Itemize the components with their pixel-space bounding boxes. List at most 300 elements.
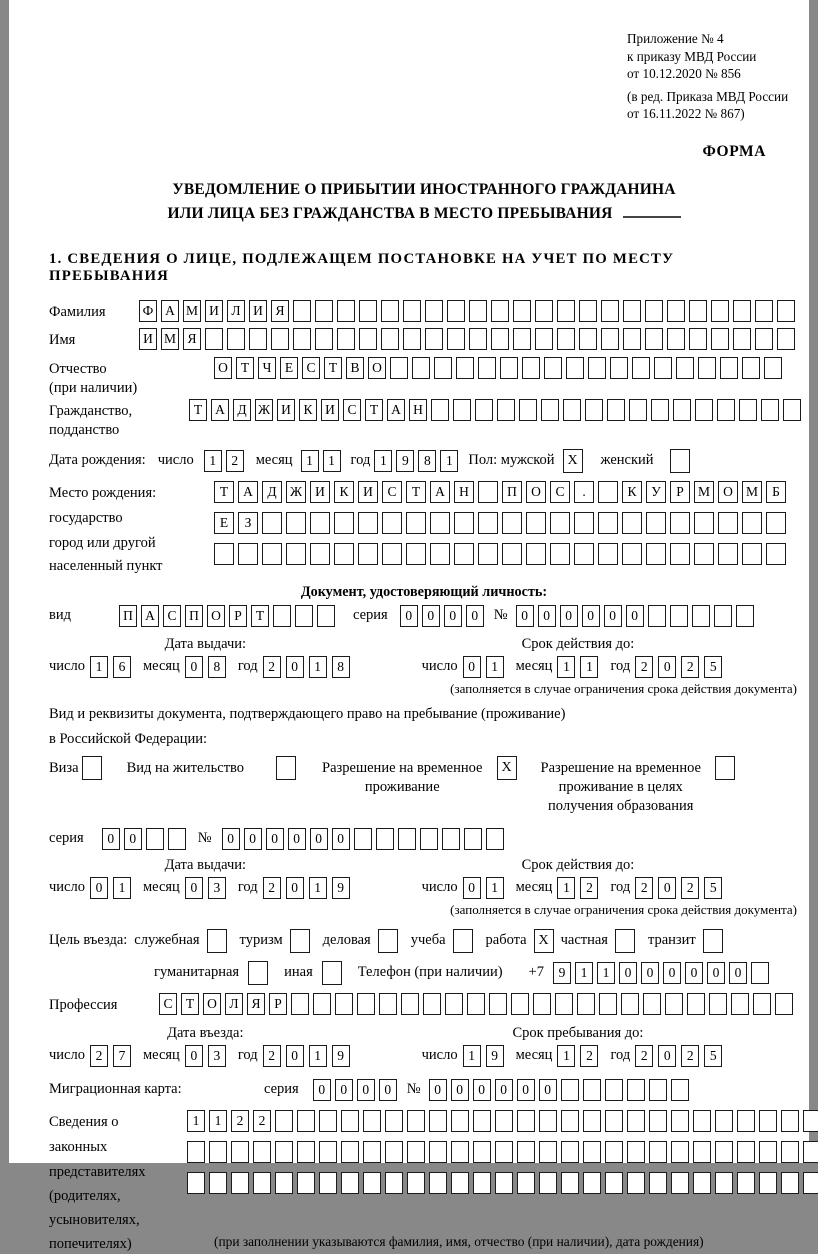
char-box[interactable] <box>550 543 570 565</box>
char-box[interactable] <box>759 1110 777 1132</box>
char-box[interactable] <box>557 328 575 350</box>
char-box[interactable] <box>731 993 749 1015</box>
char-box[interactable]: 2 <box>681 877 699 899</box>
char-box[interactable]: 0 <box>422 605 440 627</box>
char-box[interactable]: И <box>277 399 295 421</box>
char-box[interactable] <box>759 1172 777 1194</box>
char-box[interactable] <box>407 1141 425 1163</box>
char-box[interactable] <box>271 328 289 350</box>
char-box[interactable] <box>337 300 355 322</box>
char-box[interactable] <box>566 357 584 379</box>
char-box[interactable]: 9 <box>486 1045 504 1067</box>
char-box[interactable]: С <box>343 399 361 421</box>
char-box[interactable] <box>736 605 754 627</box>
char-box[interactable]: Т <box>251 605 269 627</box>
char-box[interactable]: 5 <box>704 877 722 899</box>
char-box[interactable]: О <box>368 357 386 379</box>
char-box[interactable]: 1 <box>374 450 392 472</box>
char-box[interactable]: О <box>203 993 221 1015</box>
purpose-humanitarian-checkbox[interactable] <box>248 961 268 985</box>
char-box[interactable] <box>313 993 331 1015</box>
char-box[interactable]: П <box>185 605 203 627</box>
char-box[interactable] <box>803 1141 818 1163</box>
char-box[interactable] <box>429 1110 447 1132</box>
char-box[interactable]: 2 <box>580 877 598 899</box>
char-box[interactable]: 8 <box>332 656 350 678</box>
char-box[interactable]: 0 <box>90 877 108 899</box>
char-box[interactable] <box>473 1172 491 1194</box>
char-box[interactable]: Д <box>262 481 282 503</box>
char-box[interactable]: О <box>214 357 232 379</box>
char-box[interactable] <box>513 328 531 350</box>
char-box[interactable]: 3 <box>208 1045 226 1067</box>
char-box[interactable]: 0 <box>286 656 304 678</box>
char-box[interactable] <box>694 543 714 565</box>
char-box[interactable]: М <box>183 300 201 322</box>
char-box[interactable] <box>601 300 619 322</box>
char-box[interactable]: 2 <box>90 1045 108 1067</box>
char-box[interactable] <box>445 993 463 1015</box>
char-box[interactable]: 9 <box>553 962 571 984</box>
char-box[interactable] <box>262 543 282 565</box>
char-box[interactable] <box>698 357 716 379</box>
char-box[interactable] <box>711 300 729 322</box>
char-box[interactable] <box>478 512 498 534</box>
char-box[interactable]: Т <box>324 357 342 379</box>
char-box[interactable] <box>759 1141 777 1163</box>
char-box[interactable] <box>398 828 416 850</box>
char-box[interactable] <box>359 328 377 350</box>
char-box[interactable] <box>273 605 291 627</box>
char-box[interactable] <box>673 399 691 421</box>
char-box[interactable] <box>253 1172 271 1194</box>
char-box[interactable] <box>535 300 553 322</box>
char-box[interactable]: 0 <box>313 1079 331 1101</box>
char-box[interactable] <box>737 1172 755 1194</box>
char-box[interactable] <box>517 1110 535 1132</box>
char-box[interactable] <box>286 543 306 565</box>
char-box[interactable]: 0 <box>658 656 676 678</box>
char-box[interactable] <box>781 1110 799 1132</box>
char-box[interactable] <box>363 1110 381 1132</box>
char-box[interactable] <box>718 512 738 534</box>
char-box[interactable] <box>561 1141 579 1163</box>
sex-female-checkbox[interactable] <box>670 449 690 473</box>
char-box[interactable] <box>574 512 594 534</box>
char-box[interactable]: Я <box>183 328 201 350</box>
char-box[interactable] <box>715 1141 733 1163</box>
char-box[interactable]: Н <box>409 399 427 421</box>
char-box[interactable] <box>451 1110 469 1132</box>
char-box[interactable] <box>733 328 751 350</box>
char-box[interactable]: П <box>502 481 522 503</box>
char-box[interactable] <box>517 1141 535 1163</box>
char-box[interactable] <box>262 512 282 534</box>
char-box[interactable]: В <box>346 357 364 379</box>
char-box[interactable] <box>623 328 641 350</box>
char-box[interactable] <box>717 399 735 421</box>
char-box[interactable] <box>742 543 762 565</box>
char-box[interactable] <box>649 1141 667 1163</box>
char-box[interactable]: 2 <box>226 450 244 472</box>
char-box[interactable]: 0 <box>517 1079 535 1101</box>
char-box[interactable] <box>454 543 474 565</box>
char-box[interactable]: 0 <box>707 962 725 984</box>
char-box[interactable]: С <box>550 481 570 503</box>
char-box[interactable] <box>363 1141 381 1163</box>
char-box[interactable] <box>249 328 267 350</box>
char-box[interactable] <box>495 1110 513 1132</box>
char-box[interactable]: 1 <box>187 1110 205 1132</box>
char-box[interactable]: А <box>387 399 405 421</box>
char-box[interactable] <box>766 512 786 534</box>
char-box[interactable] <box>454 512 474 534</box>
char-box[interactable] <box>451 1172 469 1194</box>
char-box[interactable]: 9 <box>332 1045 350 1067</box>
char-box[interactable] <box>579 328 597 350</box>
char-box[interactable] <box>464 828 482 850</box>
char-box[interactable] <box>718 543 738 565</box>
char-box[interactable] <box>720 357 738 379</box>
char-box[interactable] <box>231 1172 249 1194</box>
char-box[interactable]: 0 <box>379 1079 397 1101</box>
purpose-work-checkbox[interactable]: X <box>534 929 554 953</box>
char-box[interactable]: О <box>718 481 738 503</box>
char-box[interactable] <box>605 1141 623 1163</box>
char-box[interactable] <box>469 300 487 322</box>
char-box[interactable] <box>517 1172 535 1194</box>
char-box[interactable]: 0 <box>222 828 240 850</box>
char-box[interactable]: 0 <box>658 877 676 899</box>
char-box[interactable] <box>670 512 690 534</box>
char-box[interactable]: 1 <box>557 877 575 899</box>
char-box[interactable]: 1 <box>309 656 327 678</box>
char-box[interactable] <box>693 1141 711 1163</box>
visa-checkbox[interactable] <box>82 756 102 780</box>
char-box[interactable] <box>390 357 408 379</box>
char-box[interactable] <box>605 1172 623 1194</box>
char-box[interactable] <box>689 328 707 350</box>
char-box[interactable] <box>579 300 597 322</box>
char-box[interactable]: Я <box>271 300 289 322</box>
char-box[interactable]: 2 <box>253 1110 271 1132</box>
char-box[interactable] <box>751 962 769 984</box>
char-box[interactable] <box>379 993 397 1015</box>
char-box[interactable] <box>431 399 449 421</box>
purpose-official-checkbox[interactable] <box>207 929 227 953</box>
char-box[interactable]: 0 <box>539 1079 557 1101</box>
char-box[interactable]: 1 <box>557 656 575 678</box>
char-box[interactable] <box>627 1141 645 1163</box>
char-box[interactable] <box>561 1172 579 1194</box>
char-box[interactable]: 8 <box>418 450 436 472</box>
char-box[interactable] <box>803 1110 818 1132</box>
char-box[interactable] <box>495 1172 513 1194</box>
char-box[interactable]: Д <box>233 399 251 421</box>
char-box[interactable]: 0 <box>473 1079 491 1101</box>
char-box[interactable] <box>423 993 441 1015</box>
char-box[interactable]: 1 <box>323 450 341 472</box>
char-box[interactable] <box>358 512 378 534</box>
char-box[interactable] <box>539 1141 557 1163</box>
char-box[interactable] <box>447 300 465 322</box>
char-box[interactable]: Е <box>214 512 234 534</box>
char-box[interactable] <box>550 512 570 534</box>
char-box[interactable] <box>574 543 594 565</box>
char-box[interactable] <box>737 1141 755 1163</box>
char-box[interactable]: 0 <box>288 828 306 850</box>
char-box[interactable] <box>376 828 394 850</box>
char-box[interactable]: 0 <box>495 1079 513 1101</box>
char-box[interactable] <box>456 357 474 379</box>
purpose-business-checkbox[interactable] <box>378 929 398 953</box>
char-box[interactable]: 1 <box>575 962 593 984</box>
char-box[interactable]: 1 <box>557 1045 575 1067</box>
char-box[interactable] <box>407 1172 425 1194</box>
char-box[interactable] <box>755 300 773 322</box>
char-box[interactable] <box>654 357 672 379</box>
char-box[interactable] <box>491 300 509 322</box>
char-box[interactable]: 1 <box>309 1045 327 1067</box>
char-box[interactable] <box>295 605 313 627</box>
char-box[interactable]: Т <box>365 399 383 421</box>
char-box[interactable] <box>695 399 713 421</box>
char-box[interactable] <box>187 1141 205 1163</box>
char-box[interactable]: 0 <box>604 605 622 627</box>
char-box[interactable] <box>610 357 628 379</box>
char-box[interactable] <box>583 1141 601 1163</box>
char-box[interactable]: 0 <box>451 1079 469 1101</box>
char-box[interactable]: 0 <box>641 962 659 984</box>
char-box[interactable] <box>715 1110 733 1132</box>
char-box[interactable] <box>627 1079 645 1101</box>
char-box[interactable] <box>671 1141 689 1163</box>
char-box[interactable]: 1 <box>90 656 108 678</box>
char-box[interactable]: 0 <box>685 962 703 984</box>
char-box[interactable] <box>622 512 642 534</box>
char-box[interactable]: 0 <box>102 828 120 850</box>
char-box[interactable] <box>385 1141 403 1163</box>
sex-male-checkbox[interactable]: X <box>563 449 583 473</box>
char-box[interactable]: 0 <box>332 828 350 850</box>
char-box[interactable]: С <box>163 605 181 627</box>
char-box[interactable]: А <box>211 399 229 421</box>
char-box[interactable]: К <box>622 481 642 503</box>
char-box[interactable]: 8 <box>208 656 226 678</box>
char-box[interactable] <box>693 1172 711 1194</box>
char-box[interactable] <box>401 993 419 1015</box>
char-box[interactable]: 9 <box>332 877 350 899</box>
char-box[interactable]: 0 <box>516 605 534 627</box>
char-box[interactable] <box>253 1141 271 1163</box>
char-box[interactable] <box>359 300 377 322</box>
char-box[interactable]: 2 <box>231 1110 249 1132</box>
char-box[interactable]: Т <box>406 481 426 503</box>
char-box[interactable] <box>341 1110 359 1132</box>
char-box[interactable] <box>489 993 507 1015</box>
char-box[interactable] <box>561 1110 579 1132</box>
char-box[interactable]: Т <box>236 357 254 379</box>
char-box[interactable] <box>363 1172 381 1194</box>
char-box[interactable] <box>646 543 666 565</box>
char-box[interactable] <box>381 328 399 350</box>
char-box[interactable] <box>385 1110 403 1132</box>
char-box[interactable]: Н <box>454 481 474 503</box>
char-box[interactable]: К <box>334 481 354 503</box>
char-box[interactable] <box>146 828 164 850</box>
char-box[interactable]: И <box>310 481 330 503</box>
char-box[interactable] <box>317 605 335 627</box>
char-box[interactable]: М <box>742 481 762 503</box>
char-box[interactable]: К <box>299 399 317 421</box>
char-box[interactable] <box>583 1110 601 1132</box>
char-box[interactable] <box>621 993 639 1015</box>
char-box[interactable]: П <box>119 605 137 627</box>
char-box[interactable] <box>297 1141 315 1163</box>
char-box[interactable] <box>715 1172 733 1194</box>
char-box[interactable] <box>649 1172 667 1194</box>
char-box[interactable] <box>671 1172 689 1194</box>
char-box[interactable] <box>623 300 641 322</box>
char-box[interactable] <box>693 1110 711 1132</box>
char-box[interactable] <box>385 1172 403 1194</box>
char-box[interactable] <box>275 1141 293 1163</box>
char-box[interactable] <box>649 1079 667 1101</box>
char-box[interactable]: 0 <box>463 656 481 678</box>
char-box[interactable] <box>502 543 522 565</box>
char-box[interactable]: З <box>238 512 258 534</box>
char-box[interactable] <box>742 512 762 534</box>
char-box[interactable] <box>526 543 546 565</box>
char-box[interactable] <box>643 993 661 1015</box>
char-box[interactable]: 1 <box>440 450 458 472</box>
char-box[interactable] <box>605 1079 623 1101</box>
char-box[interactable] <box>777 328 795 350</box>
char-box[interactable] <box>665 993 683 1015</box>
purpose-private-checkbox[interactable] <box>615 929 635 953</box>
char-box[interactable] <box>334 512 354 534</box>
char-box[interactable]: 2 <box>635 656 653 678</box>
char-box[interactable] <box>286 512 306 534</box>
char-box[interactable] <box>227 328 245 350</box>
char-box[interactable] <box>425 328 443 350</box>
char-box[interactable] <box>275 1172 293 1194</box>
char-box[interactable]: 0 <box>185 656 203 678</box>
char-box[interactable] <box>670 605 688 627</box>
char-box[interactable] <box>335 993 353 1015</box>
char-box[interactable] <box>781 1172 799 1194</box>
char-box[interactable] <box>544 357 562 379</box>
char-box[interactable]: 1 <box>309 877 327 899</box>
char-box[interactable] <box>357 993 375 1015</box>
char-box[interactable]: 5 <box>704 1045 722 1067</box>
char-box[interactable] <box>561 1079 579 1101</box>
char-box[interactable]: 2 <box>635 877 653 899</box>
char-box[interactable] <box>526 512 546 534</box>
char-box[interactable]: . <box>574 481 594 503</box>
char-box[interactable] <box>214 543 234 565</box>
char-box[interactable]: 0 <box>626 605 644 627</box>
char-box[interactable] <box>297 1110 315 1132</box>
char-box[interactable]: 0 <box>560 605 578 627</box>
char-box[interactable] <box>478 357 496 379</box>
char-box[interactable] <box>687 993 705 1015</box>
char-box[interactable]: 0 <box>729 962 747 984</box>
char-box[interactable]: А <box>238 481 258 503</box>
char-box[interactable] <box>495 1141 513 1163</box>
char-box[interactable]: Л <box>227 300 245 322</box>
char-box[interactable] <box>577 993 595 1015</box>
char-box[interactable]: 0 <box>582 605 600 627</box>
char-box[interactable] <box>497 399 515 421</box>
rvp-education-checkbox[interactable] <box>715 756 735 780</box>
char-box[interactable] <box>297 1172 315 1194</box>
char-box[interactable]: Т <box>189 399 207 421</box>
char-box[interactable] <box>513 300 531 322</box>
char-box[interactable] <box>629 399 647 421</box>
char-box[interactable]: 1 <box>463 1045 481 1067</box>
char-box[interactable]: И <box>321 399 339 421</box>
char-box[interactable] <box>692 605 710 627</box>
char-box[interactable] <box>337 328 355 350</box>
char-box[interactable] <box>430 512 450 534</box>
char-box[interactable]: Ф <box>139 300 157 322</box>
char-box[interactable] <box>755 328 773 350</box>
char-box[interactable] <box>742 357 760 379</box>
char-box[interactable]: 1 <box>113 877 131 899</box>
char-box[interactable] <box>649 1110 667 1132</box>
char-box[interactable] <box>469 328 487 350</box>
char-box[interactable] <box>522 357 540 379</box>
char-box[interactable] <box>555 993 573 1015</box>
char-box[interactable] <box>764 357 782 379</box>
char-box[interactable] <box>420 828 438 850</box>
char-box[interactable] <box>709 993 727 1015</box>
char-box[interactable] <box>667 328 685 350</box>
char-box[interactable] <box>585 399 603 421</box>
char-box[interactable] <box>382 512 402 534</box>
char-box[interactable] <box>291 993 309 1015</box>
char-box[interactable] <box>475 399 493 421</box>
char-box[interactable] <box>334 543 354 565</box>
char-box[interactable]: 0 <box>663 962 681 984</box>
char-box[interactable] <box>451 1141 469 1163</box>
char-box[interactable] <box>293 300 311 322</box>
char-box[interactable]: И <box>358 481 378 503</box>
char-box[interactable]: О <box>207 605 225 627</box>
char-box[interactable] <box>478 481 498 503</box>
char-box[interactable]: Л <box>225 993 243 1015</box>
char-box[interactable]: 0 <box>400 605 418 627</box>
char-box[interactable]: 0 <box>310 828 328 850</box>
char-box[interactable]: А <box>141 605 159 627</box>
char-box[interactable] <box>341 1172 359 1194</box>
char-box[interactable] <box>598 543 618 565</box>
char-box[interactable] <box>319 1110 337 1132</box>
char-box[interactable] <box>467 993 485 1015</box>
char-box[interactable] <box>473 1110 491 1132</box>
char-box[interactable] <box>777 300 795 322</box>
char-box[interactable] <box>761 399 779 421</box>
char-box[interactable] <box>231 1141 249 1163</box>
char-box[interactable]: И <box>139 328 157 350</box>
char-box[interactable]: 0 <box>335 1079 353 1101</box>
char-box[interactable] <box>315 328 333 350</box>
char-box[interactable] <box>781 1141 799 1163</box>
char-box[interactable] <box>447 328 465 350</box>
char-box[interactable] <box>429 1141 447 1163</box>
char-box[interactable]: 3 <box>208 877 226 899</box>
